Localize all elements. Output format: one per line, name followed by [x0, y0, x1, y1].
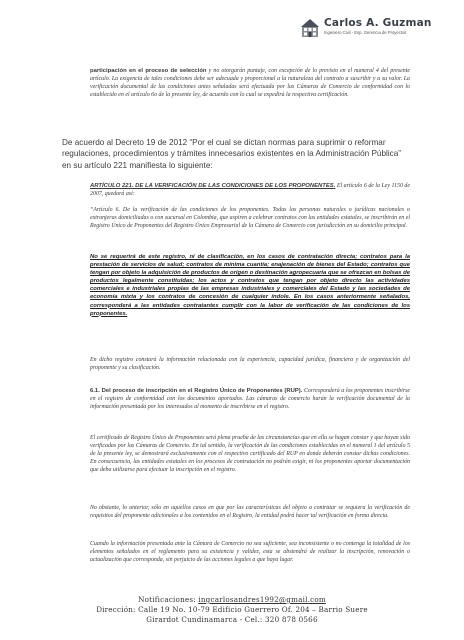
address-line: Dirección: Calle 19 No. 10-79 Edificio Guerrero Of. 204 – Barrio Suere	[96, 605, 368, 614]
paragraph-exceptions	[90, 253, 410, 318]
paragraph-no-obstante	[90, 504, 410, 520]
letterhead-footer	[0, 595, 464, 625]
paragraph-cuando	[90, 540, 410, 564]
paragraph-text: No obstante, lo anterior, sólo en aquellos casos en que por las características del objeto a contratar se requiera la verificación de requisitos del proponente adicionales a los contenidos en el Registro, la entidad podrá hacer tal verificación en forma directa.	[90, 505, 410, 520]
article-intro: El artículo 6 de la Ley 1150 de 2007, quedará así:	[90, 183, 410, 198]
section-heading: 6.1. Del proceso de inscripción en el Registro Único de Proponentes (RUP).	[90, 388, 303, 394]
exceptions-text: No se requerirá de este registro, ni de clasificación, en los casos de contratación directa; contratos para la prestación de servicios de salud; contratos de mínima cuantía; enajenación de bienes del Estado; contratos que tengan por objeto la adquisición de productos de origen o destinación agropecuaria que se ofrezcan en bolsas de productos legalmente constituidas; los actos y contratos que tengan por objeto directo las actividades comerciales e industriales propias de las empresas industriales y comerciales del Estado y las sociedades de economía mixta y los contratos de concesión de cualquier índole. En los casos anteriormente señalados, corresponderá a las entidades contratantes cumplir con la labor de verificación de las condiciones de los proponentes.	[90, 254, 410, 317]
letterhead	[300, 16, 440, 40]
city-phone-line: Girardot Cundinamarca - Cel.: 320 878 0566	[146, 615, 318, 624]
email-link[interactable]: ingcarlosandres1992@gmail.com	[198, 595, 326, 604]
paragraph-text: En dicho registro constará la información relacionada con la experiencia, capacidad jurídica, financiera y de organización del proponente y su clasificación.	[90, 357, 410, 372]
paragraph-text: Cuando la información presentada ante la Cámara de Comercio no sea suficiente, sea inconsistente o no contenga la totalidad de los elementos señalados en el reglamento para su existencia y validez, esta se abstendrá de realizar la inscripción, renovación o actualización que corresponda, sin perjuicio de las acciones legales a que haya lugar.	[90, 541, 410, 564]
article-heading	[90, 182, 410, 198]
paragraph-articulo-6	[90, 206, 410, 230]
paragraph-6-1	[90, 387, 410, 411]
notifications-line	[0, 595, 464, 605]
paragraph-participacion	[90, 67, 410, 99]
paragraph-text: El certificado de Registro Único de Proponentes será plena prueba de las circunstancias que en ella se hagan constar y que hayan sido verificadas por las Cámaras de Comercio. En tal sentido, la verificación de las condiciones establecidas en el numeral 1 del artículo 5 de la presente ley, se demostrará exclusivamente con el respectivo certificado del RUP en donde deberán constar dichas condiciones. En consecuencia, las entidades estatales en los procesos de contratación no podrán exigir, ni los proponentes aportar documentación que deba utilizarse para efectuar la inscripción en el registro.	[90, 435, 410, 474]
article-title: ARTÍCULO 221. DE LA VERIFICACIÓN DE LAS CONDICIONES DE LOS PROPONENTES.	[90, 183, 336, 189]
notifications-label: Notificaciones:	[138, 595, 199, 604]
paragraph-text: y no otorgarán puntaje, con excepción de lo previsto en el numeral 4 del presente artículo. La exigencia de tales condiciones debe ser adecuada y proporcional a la naturaleza del contrato a suscribir y a su valor. La verificación documental de las condiciones antes señaladas será efectuada por las Cámaras de Comercio de conformidad con lo establecido en el artículo 6o de la presente ley, de acuerdo con lo cual se expedirá la respectiva certificación.	[90, 68, 410, 99]
paragraph-lead: participación en el proceso de selección	[90, 68, 207, 74]
paragraph-text: Corresponderá a los proponentes inscribirse en el registro de conformidad con los documentos aportados. Las cámaras de comercio harán la verificación documental de la información presentada por los interesados al momento de inscribirse en el registro.	[90, 388, 410, 411]
decree-intro: De acuerdo al Decreto 19 de 2012 “Por el cual se dictan normas para suprimir o reformar regulaciones, procedimientos y trámites innecesarios existentes en la Administración Pública” en su artículo 221 manifiesta lo siguiente:	[62, 138, 402, 170]
paragraph-text: “Artículo 6. De la verificación de las condiciones de los proponentes. Todas las personas naturales o jurídicas nacionales o extranjeras domiciliadas o con sucursal en Colombia, que aspiren a celebrar contratos con las entidades estatales, se inscribirán en el Registro Único de Proponentes del Registro Único Empresarial de la Cámara de Comercio con jurisdicción en su domicilio principal.	[90, 207, 410, 230]
paragraph-certificado	[90, 434, 410, 474]
brand-name: Carlos A. Guzman	[324, 17, 432, 29]
paragraph-registro	[90, 356, 410, 372]
company-logo-icon	[300, 18, 320, 38]
brand-tagline: Ingeniero Civil - Esp. Gerencia de Proyectos	[324, 30, 407, 35]
